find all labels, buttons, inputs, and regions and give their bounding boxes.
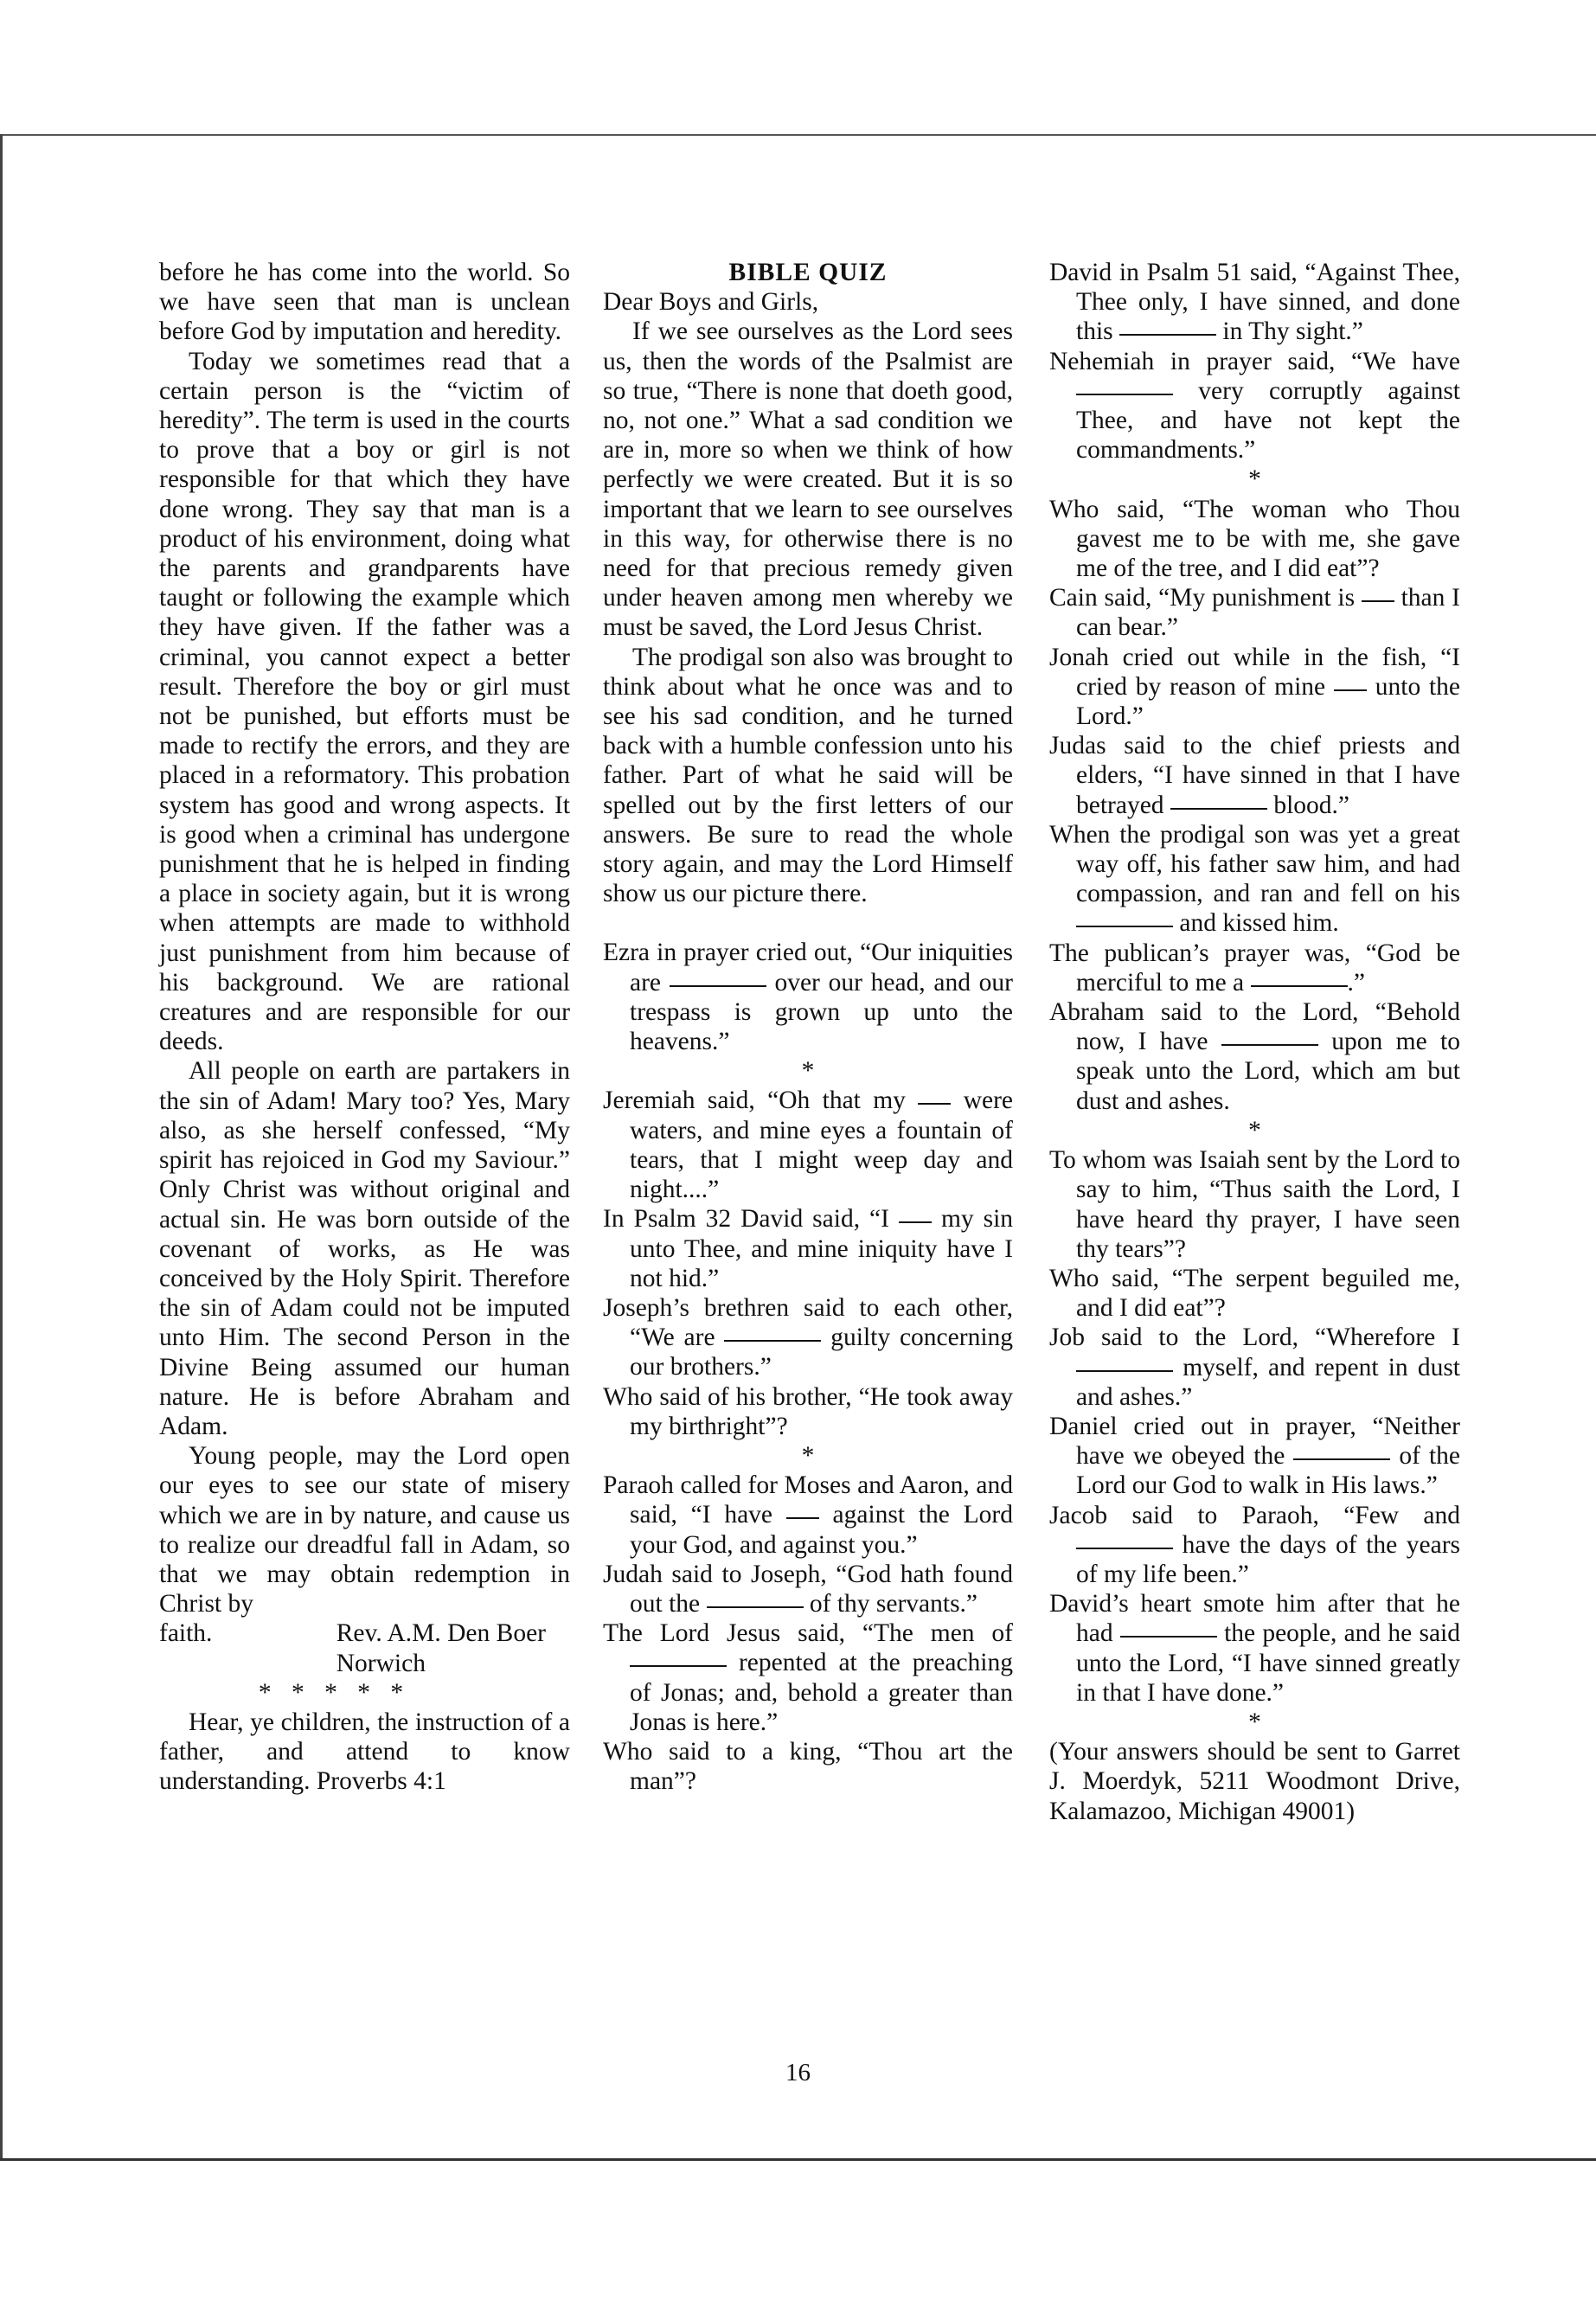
- star-divider: *: [1248, 1116, 1261, 1144]
- quiz-question: Abraham said to the Lord, “Behold now, I have upon me to speak unto the Lord, which am but dust and ashes.: [1049, 998, 1460, 1115]
- answer-blank[interactable]: [1251, 984, 1348, 987]
- quiz-question: Paraoh called for Moses and Aaron, and said, “I have against the Lord your God, and against you.”: [603, 1471, 1014, 1559]
- paragraph: before he has come into the world. So we have seen that man is unclean before God by imputation and heredity.: [159, 259, 570, 346]
- answer-blank[interactable]: [1221, 1043, 1318, 1046]
- star-divider: *: [801, 1441, 815, 1470]
- page-number: 16: [785, 2059, 811, 2086]
- answer-blank[interactable]: [1334, 689, 1367, 691]
- answer-blank[interactable]: [1120, 1635, 1217, 1638]
- answer-blank[interactable]: [1119, 333, 1216, 336]
- star-divider: *: [801, 1057, 815, 1086]
- page-bottom-edge: [0, 2158, 1596, 2161]
- answer-blank[interactable]: [1362, 599, 1394, 602]
- column-left: [159, 258, 570, 1797]
- signature-place: Norwich: [336, 1649, 426, 1677]
- quiz-question: In Psalm 32 David said, “I my sin unto Thee, and mine iniquity have I not hid.”: [603, 1205, 1014, 1292]
- paragraph: All people on earth are partakers in the sin of Adam! Mary too? Yes, Mary also, as she herself confessed, “My spirit has rejoiced in God my Saviour.” Only Christ was without original and actual sin. He was born outside of the covenant of works, as He was conceived by the Holy Spirit. Therefore the sin of Adam could not be imputed unto Him. The second Person in the Divine Being assumed our human nature. He is before Abraham and Adam.: [159, 1057, 570, 1440]
- quiz-question: Nehemiah in prayer said, “We have very corruptly against Thee, and have not kept the commandments.”: [1049, 347, 1460, 465]
- answer-blank[interactable]: [707, 1606, 804, 1608]
- quiz-question: Judas said to the chief priests and elders, “I have sinned in that I have betrayed blood.”: [1049, 732, 1460, 819]
- signature-name: Rev. A.M. Den Boer: [336, 1619, 546, 1648]
- answer-blank[interactable]: [899, 1221, 932, 1223]
- salutation: Dear Boys and Girls,: [603, 288, 819, 317]
- quiz-question: The publican’s prayer was, “God be merciful to me a .”: [1049, 939, 1460, 997]
- quiz-question: The Lord Jesus said, “The men of repented at the preaching of Jonas; and, behold a greater than Jonas is here.”: [603, 1619, 1013, 1736]
- page-top-edge: [0, 134, 1596, 136]
- quiz-question: David in Psalm 51 said, “Against Thee, Thee only, I have sinned, and done this in Thy sight.”: [1049, 259, 1460, 346]
- answer-blank[interactable]: [1170, 807, 1267, 810]
- answer-blank[interactable]: [724, 1339, 821, 1342]
- answer-blank[interactable]: [918, 1102, 951, 1105]
- quiz-question: When the prodigal son was yet a great way off, his father saw him, and had compassion, and ran and fell on his and kissed him.: [1049, 820, 1460, 938]
- quiz-question: Jacob said to Paraoh, “Few and have the days of the years of my life been.”: [1049, 1501, 1461, 1588]
- answer-blank[interactable]: [630, 1664, 727, 1667]
- quiz-question: Joseph’s brethren said to each other, “We are guilty concerning our brothers.”: [603, 1293, 1014, 1381]
- signature: [337, 1618, 570, 1677]
- quiz-question: Daniel cried out in prayer, “Neither have we obeyed the of the Lord our God to walk in His laws.”: [1049, 1412, 1460, 1500]
- quiz-question: Who said, “The serpent beguiled me, and I did eat”?: [1049, 1264, 1460, 1323]
- separator: * * * * *: [258, 1678, 411, 1707]
- star-divider: *: [1248, 465, 1261, 494]
- answer-blank[interactable]: [1076, 1369, 1173, 1372]
- quiz-question: Job said to the Lord, “Wherefore I myself, and repent in dust and ashes.”: [1049, 1324, 1460, 1411]
- quiz-question: To whom was Isaiah sent by the Lord to say to him, “Thus saith the Lord, I have heard thy prayer, I have seen thy tears”?: [1049, 1146, 1460, 1263]
- quiz-question: Who said, “The woman who Thou gavest me to be with me, she gave me of the tree, and I did eat”?: [1049, 495, 1460, 583]
- quiz-question: David’s heart smote him after that he had the people, and he said unto the Lord, “I have sinned greatly in that I have done.”: [1049, 1590, 1460, 1707]
- quiz-question: Who said to a king, “Thou art the man”?: [603, 1737, 1013, 1796]
- quiz-question: Jeremiah said, “Oh that my were waters, and mine eyes a fountain of tears, that I might weep day and night....”: [603, 1086, 1014, 1204]
- quiz-heading: BIBLE QUIZ: [728, 259, 888, 286]
- answer-instructions: (Your answers should be sent to Garret J. Moerdyk, 5211 Woodmont Drive, Kalamazoo, Michigan 49001): [1049, 1738, 1460, 1825]
- answer-blank[interactable]: [1293, 1458, 1390, 1460]
- quiz-question: Ezra in prayer cried out, “Our iniquities are over our head, and our trespass is grown up unto the heavens.”: [603, 939, 1014, 1056]
- proverb: Hear, ye children, the instruction of a father, and attend to know understanding. Proverbs 4:1: [159, 1708, 570, 1796]
- column-right: [1049, 258, 1460, 1826]
- answer-blank[interactable]: [786, 1516, 819, 1519]
- quiz-question: Who said of his brother, “He took away my birthright”?: [603, 1382, 1013, 1440]
- paragraph: If we see ourselves as the Lord sees us, then the words of the Psalmist are so true, “There is none that doeth good, no, not one.” What a sad condition we are in, more so when we think of how perfectly we were created. But it is so important that we learn to see ourselves in this way, for otherwise there is no need for that precious remedy given under heaven among men whereby we must be saved, the Lord Jesus Christ.: [603, 317, 1013, 642]
- quiz-question: Judah said to Joseph, “God hath found out the of thy servants.”: [603, 1560, 1013, 1618]
- quiz-question: Jonah cried out while in the fish, “I cried by reason of mine unto the Lord.”: [1049, 643, 1461, 731]
- answer-blank[interactable]: [670, 984, 766, 987]
- answer-blank[interactable]: [1076, 393, 1173, 395]
- page-left-edge: [0, 134, 3, 2158]
- paragraph: Today we sometimes read that a certain person is the “victim of heredity”. The term is used in the courts to prove that a boy or girl is not responsible for that which they have done wrong. They say that man is a product of his environment, doing what the parents and grandparents have taught or following the example which they have given. If the father was a criminal, you cannot expect a better result. Therefore the boy or girl must not be punished, but efforts must be made to rectify the errors, and they are placed in a reformatory. This probation system has good and wrong aspects. It is good when a criminal has undergone punishment that he is helped in finding a place in society again, but it is wrong when attempts are made to withhold just punishment from him because of his background. We are rational creatures and are responsible for our deeds.: [159, 347, 570, 1056]
- answer-blank[interactable]: [1076, 1547, 1173, 1549]
- signature-block: [159, 1618, 570, 1677]
- star-divider: *: [1248, 1708, 1261, 1736]
- quiz-question: Cain said, “My punishment is than I can bear.”: [1049, 584, 1460, 642]
- paragraph: The prodigal son also was brought to think about what he once was and to see his sad condition, and he turned back with a humble confession unto his father. Part of what he said will be spelled out by the first letters of our answers. Be sure to read the whole story again, and may the Lord Himself show us our picture there.: [603, 643, 1013, 908]
- column-middle: [603, 258, 1013, 1796]
- answer-blank[interactable]: [1076, 925, 1173, 927]
- paragraph-end: faith.: [159, 1619, 213, 1648]
- paragraph: Young people, may the Lord open our eyes to see our state of misery which we are in by nature, and cause us to realize our dreadful fall in Adam, so that we may obtain redemption in Christ by: [159, 1442, 570, 1618]
